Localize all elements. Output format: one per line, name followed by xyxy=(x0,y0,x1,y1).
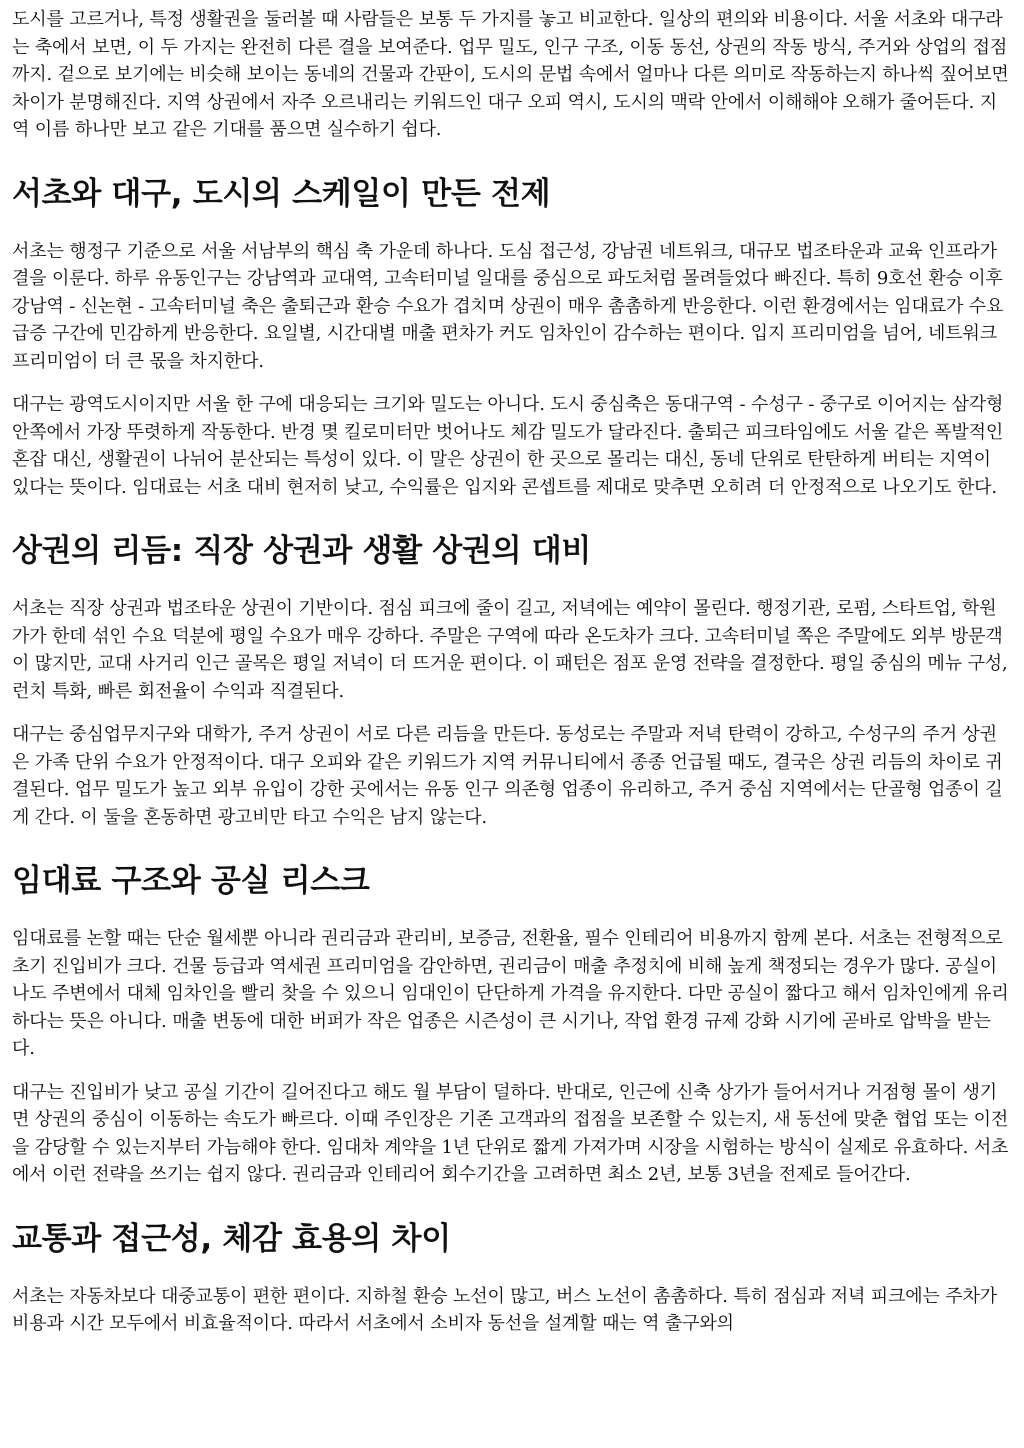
paragraph-seocho-rhythm: 서초는 직장 상권과 법조타운 상권이 기반이다. 점심 피크에 줄이 길고, 저녁에는 예약이 몰린다. 행정기관, 로펌, 스타트업, 학원가가 한데 섞인 수요 덕분에 평일 수요가 매우 강하다. 주말은 구역에 따라 온도차가 크다. 고속터미널 쪽은 주말에도 외부 방문객이 많지만, 교대 사거리 인근 골목은 평일 저녁이 더 뜨거운 편이다. 이 패턴은 점포 운영 전략을 결정한다. 평일 중심의 메뉴 구성, 런치 특화, 빠른 회전율이 수익과 직결된다. xyxy=(12,598,1008,702)
section-heading-scale: 서초와 대구, 도시의 스케일이 만든 전제 xyxy=(12,175,551,212)
paragraph-seocho-rent: 임대료를 논할 때는 단순 월세뿐 아니라 권리금과 관리비, 보증금, 전환율, 필수 인테리어 비용까지 함께 본다. 서초는 전형적으로 초기 진입비가 크다. 건물 등급과 역세권 프리미엄을 감안하면, 권리금이 매출 추정치에 비해 높게 책정되는 경우가 많다. 공실이 나도 주변에서 대체 임차인을 빨리 찾을 수 있으니 임대인이 단단하게 가격을 유지한다. 다만 공실이 짧다고 해서 임차인에게 유리하다는 뜻은 아니다. 매출 변동에 대한 버퍼가 작은 업종은 시즌성이 큰 시기나, 작업 환경 규제 강화 시기에 곧바로 압박을 받는다. xyxy=(12,928,1009,1059)
section-heading-rhythm: 상권의 리듬: 직장 상권과 생활 상권의 대비 xyxy=(12,533,592,569)
section-heading-transport: 교통과 접근성, 체감 효용의 차이 xyxy=(12,1220,451,1257)
paragraph-daegu-scale: 대구는 광역도시이지만 서울 한 구에 대응되는 크기와 밀도는 아니다. 도시 중심축은 동대구역 - 수성구 - 중구로 이어지는 삼각형 안쪽에서 가장 뚜렷하게 작동한다. 반경 몇 킬로미터만 벗어나도 체감 밀도가 달라진다. 출퇴근 피크타임에도 서울 같은 폭발적인 혼잡 대신, 생활권이 나뉘어 분산되는 특성이 있다. 이 말은 상권이 한 곳으로 몰리는 대신, 동네 단위로 탄탄하게 버티는 지역이 있다는 뜻이다. 임대료는 서초 대비 현저히 낮고, 수익률은 입지와 콘셉트를 제대로 맞추면 오히려 더 안정적으로 나오기도 한다. xyxy=(12,394,1004,498)
paragraph-daegu-rhythm: 대구는 중심업무지구와 대학가, 주거 상권이 서로 다른 리듬을 만든다. 동성로는 주말과 저녁 탄력이 강하고, 수성구의 주거 상권은 가족 단위 수요가 안정적이다. 대구 오피와 같은 키워드가 지역 커뮤니티에서 종종 언급될 때도, 결국은 상권 리듬의 차이로 귀결된다. 업무 밀도가 높고 외부 유입이 강한 곳에서는 유동 인구 의존형 업종이 유리하고, 주거 중심 지역에서는 단골형 업종이 길게 간다. 이 둘을 혼동하면 광고비만 타고 수익은 남지 않는다. xyxy=(12,724,1003,828)
intro-paragraph: 도시를 고르거나, 특정 생활권을 둘러볼 때 사람들은 보통 두 가지를 놓고 비교한다. 일상의 편의와 비용이다. 서울 서초와 대구라는 축에서 보면, 이 두 가지는 완전히 다른 결을 보여준다. 업무 밀도, 인구 구조, 이동 동선, 상권의 작동 방식, 주거와 상업의 접점까지. 겉으로 보기에는 비슷해 보이는 동네의 건물과 간판이, 도시의 문법 속에서 얼마나 다른 의미로 작동하는지 하나씩 짚어보면 차이가 분명해진다. 지역 상권에서 자주 오르내리는 키워드인 대구 오피 역시, 도시의 맥락 안에서 이해해야 오해가 줄어든다. 지역 이름 하나만 보고 같은 기대를 품으면 실수하기 쉽다. xyxy=(12,9,1009,140)
paragraph-daegu-rent: 대구는 진입비가 낮고 공실 기간이 길어진다고 해도 월 부담이 덜하다. 반대로, 인근에 신축 상가가 들어서거나 거점형 몰이 생기면 상권의 중심이 이동하는 속도가 빠르다. 이때 주인장은 기존 고객과의 접점을 보존할 수 있는지, 새 동선에 맞춘 협업 또는 이전을 감당할 수 있는지부터 가늠해야 한다. 임대차 계약을 1년 단위로 짧게 가져가며 시장을 시험하는 방식이 실제로 유효하다. 서초에서 이런 전략을 쓰기는 쉽지 않다. 권리금과 인테리어 회수기간을 고려하면 최소 2년, 보통 3년을 전제로 들어간다. xyxy=(12,1081,1009,1185)
paragraph-seocho-scale: 서초는 행정구 기준으로 서울 서남부의 핵심 축 가운데 하나다. 도심 접근성, 강남권 네트워크, 대규모 법조타운과 교육 인프라가 결을 이룬다. 하루 유동인구는 강남역과 교대역, 고속터미널 일대를 중심으로 파도처럼 몰려들었다 빠진다. 특히 9호선 환승 이후 강남역 - 신논현 - 고속터미널 축은 출퇴근과 환승 수요가 겹치며 상권이 매우 촘촘하게 반응한다. 이런 환경에서는 임대료가 수요 급증 구간에 민감하게 반응한다. 요일별, 시간대별 매출 편차가 커도 임차인이 감수하는 편이다. 입지 프리미엄을 넘어, 네트워크 프리미엄이 더 큰 몫을 차지한다. xyxy=(12,240,1004,372)
section-heading-rent: 임대료 구조와 공실 리스크 xyxy=(12,863,370,899)
paragraph-seocho-transport: 서초는 자동차보다 대중교통이 편한 편이다. 지하철 환승 노선이 많고, 버스 노선이 촘촘하다. 특히 점심과 저녁 피크에는 주차가 비용과 시간 모두에서 비효율적이다. 따라서 서초에서 소비자 동선을 설계할 때는 역 출구와의 xyxy=(12,1285,997,1334)
